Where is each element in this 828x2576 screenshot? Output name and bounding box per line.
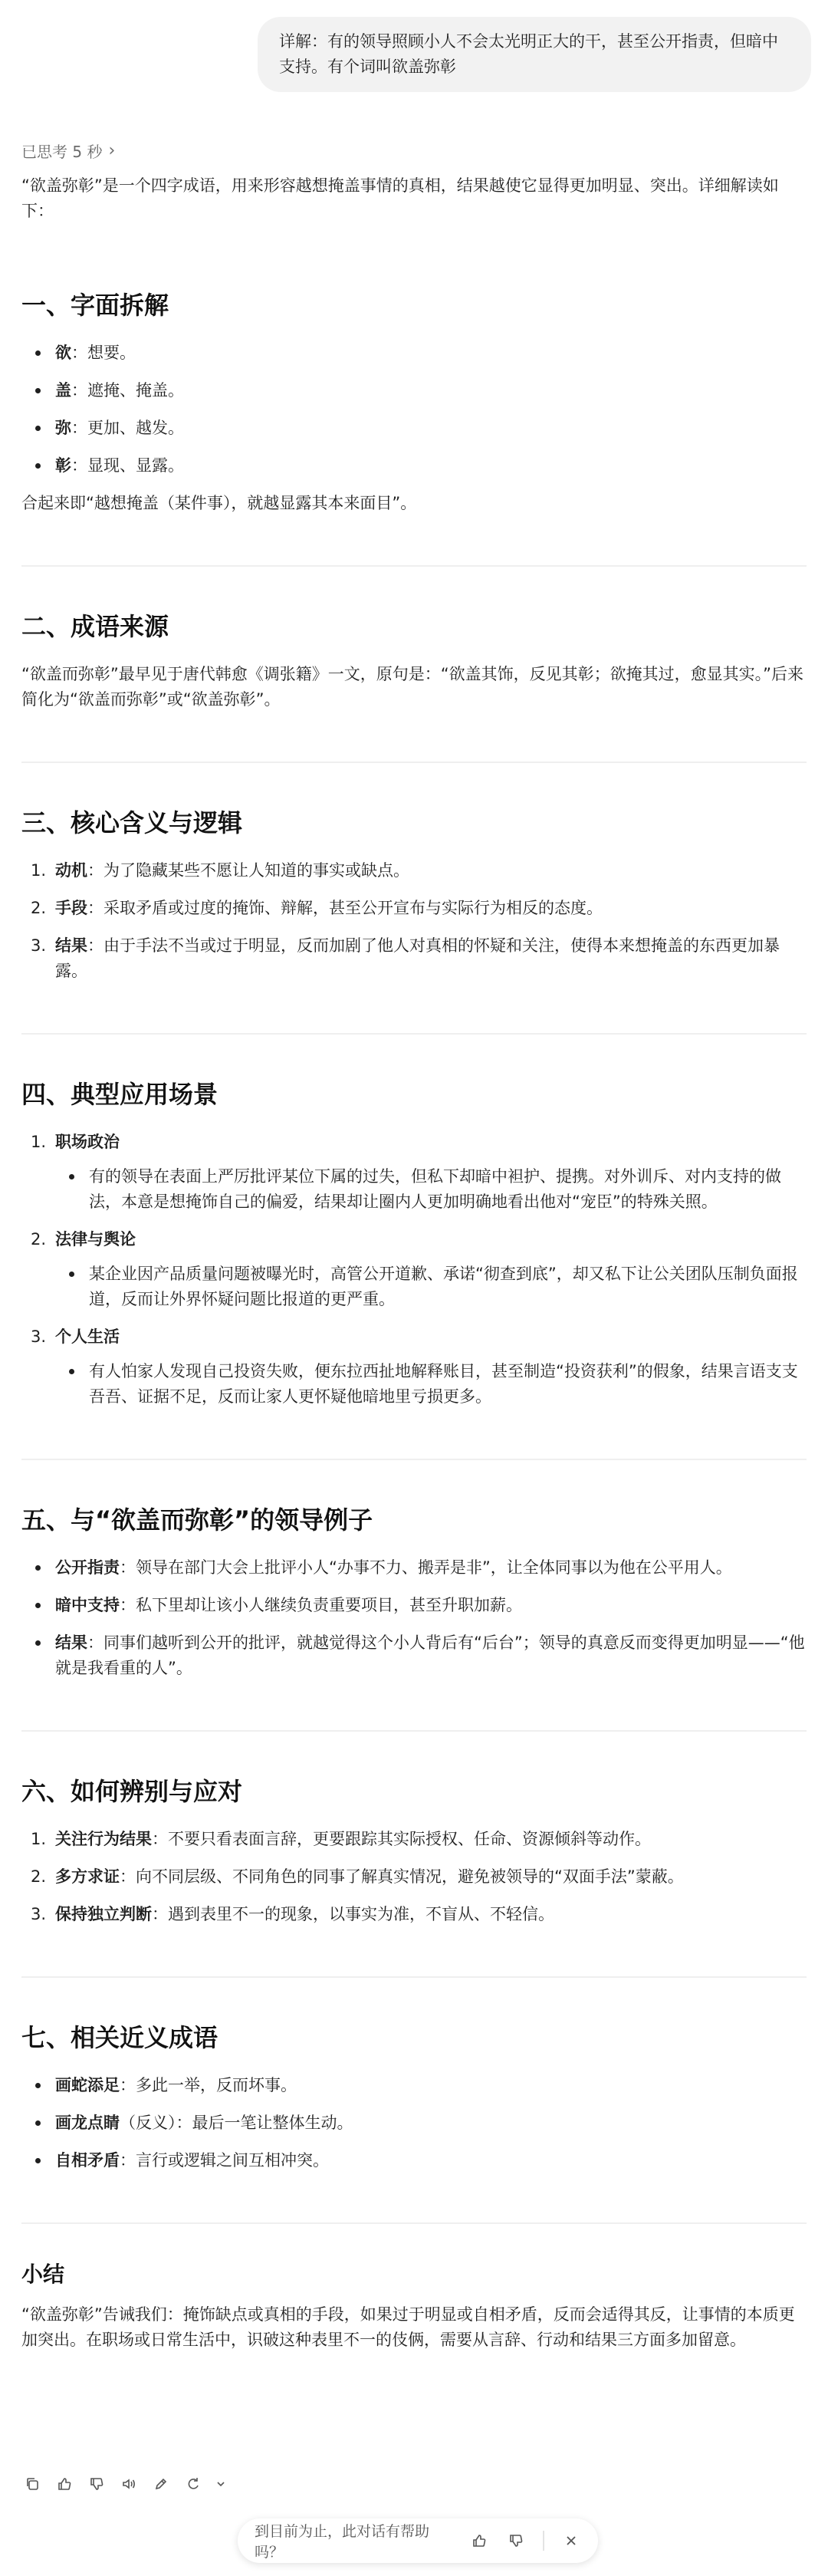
section-summary: 合起来即“越想掩盖（某件事），就越显露其本来面目”。 <box>21 494 417 512</box>
speaker-icon[interactable] <box>118 2473 140 2495</box>
section-title: 三、核心含义与逻辑 <box>21 808 243 837</box>
list-item: 有人怕家人发现自己投资失败，便东拉西扯地解释账目，甚至制造“投资获利”的假象，结果言语支支吾吾、证据不足，反而让家人更怀疑他暗地里亏损更多。 <box>55 1359 807 1410</box>
list-item: 盖：遮掩、掩盖。 <box>21 378 807 403</box>
divider <box>21 762 807 763</box>
intro-text: “欲盖弥彰”是一个四字成语，用来形容越想掩盖事情的真相，结果越使它显得更加明显、突出。详细解读如下： <box>21 176 779 220</box>
thumbs-up-icon[interactable] <box>469 2531 489 2551</box>
feedback-bar <box>238 2518 598 2563</box>
section-title: 一、字面拆解 <box>21 291 169 320</box>
bullet-list <box>21 2073 807 2173</box>
list-item: 1. 关注行为结果：不要只看表面言辞，更要跟踪其实际授权、任命、资源倾斜等动作。 <box>31 1830 651 1848</box>
section-title: 二、成语来源 <box>21 612 169 641</box>
thumbs-down-icon[interactable] <box>86 2473 107 2495</box>
list-item: 画蛇添足：多此一举，反而坏事。 <box>21 2073 807 2098</box>
user-message-text: 详解：有的领导照顾小人不会太光明正大的干，甚至公开指责，但暗中支持。有个词叫欲盖弥彰 <box>279 32 778 76</box>
list-item: 2. 手段：采取矛盾或过度的掩饰、辩解，甚至公开宣布与实际行为相反的态度。 <box>31 899 603 917</box>
list-item: 2. 多方求证：向不同层级、不同角色的同事了解真实情况，避免被领导的“双面手法”蒙蔽。 <box>31 1867 684 1886</box>
section-title: 七、相关近义成语 <box>21 2023 219 2052</box>
list-item: 弥：更加、越发。 <box>21 416 807 441</box>
bullet-list <box>21 341 807 479</box>
thought-label: 已思考 5 秒 <box>21 143 103 161</box>
chevron-down-icon[interactable] <box>215 2473 227 2495</box>
list-item: 1. 动机：为了隐藏某些不愿让人知道的事实或缺点。 <box>31 861 409 880</box>
divider <box>21 565 807 567</box>
summary-title: 小结 <box>21 2262 65 2287</box>
section-title: 六、如何辨别与应对 <box>21 1777 243 1806</box>
numbered-list <box>21 858 807 984</box>
divider <box>21 1033 807 1035</box>
bullet-list <box>21 1555 807 1681</box>
list-item: 2. 法律与舆论 某企业因产品质量问题被曝光时，高管公开道歉、承诺“彻查到底”，却又私下让公关团队压制负面报道，反而让外界怀疑问题比报道的更严重。 <box>21 1227 807 1312</box>
list-item: 暗中支持：私下里却让该小人继续负责重要项目，甚至升职加薪。 <box>21 1593 807 1618</box>
thumbs-down-icon[interactable] <box>506 2531 526 2551</box>
copy-icon[interactable] <box>21 2473 43 2495</box>
numbered-list <box>21 1827 807 1927</box>
summary-text: “欲盖弥彰”告诫我们：掩饰缺点或真相的手段，如果过于明显或自相矛盾，反而会适得其反，让事情的本质更加突出。在职场或日常生活中，识破这种表里不一的伎俩，需要从言辞、行动和结果三方面多加留意。 <box>21 2305 795 2349</box>
list-item: 公开指责：领导在部门大会上批评小人“办事不力、搬弄是非”，让全体同事以为他在公平用人。 <box>21 1555 807 1581</box>
list-item: 彰：显现、显露。 <box>21 453 807 479</box>
user-message-bubble <box>258 17 811 92</box>
section-text: “欲盖而弥彰”最早见于唐代韩愈《调张籍》一文，原句是：“欲盖其饰，反见其彰；欲掩其过，愈显其实。”后来简化为“欲盖而弥彰”或“欲盖弥彰”。 <box>21 665 804 709</box>
chevron-right-icon: › <box>108 141 116 160</box>
list-item: 有的领导在表面上严厉批评某位下属的过失，但私下却暗中袒护、提携。对外训斥、对内支持的做法，本意是想掩饰自己的偏爱，结果却让圈内人更加明确地看出他对“宠臣”的特殊关照。 <box>55 1164 807 1215</box>
list-item: 结果：同事们越听到公开的批评，就越觉得这个小人背后有“后台”；领导的真意反而变得更加明显——“他就是我看重的人”。 <box>21 1630 807 1681</box>
list-item: 1. 职场政治 有的领导在表面上严厉批评某位下属的过失，但私下却暗中袒护、提携。对外训斥、对内支持的做法，本意是想掩饰自己的偏爱，结果却让圈内人更加明确地看出他对“宠臣”的特殊关照。 <box>21 1130 807 1215</box>
thumbs-up-icon[interactable] <box>54 2473 75 2495</box>
numbered-list <box>21 1130 807 1410</box>
list-item: 3. 结果：由于手法不当或过于明显，反而加剧了他人对真相的怀疑和关注，使得本来想掩盖的东西更加暴露。 <box>31 936 780 980</box>
list-item: 3. 个人生活 有人怕家人发现自己投资失败，便东拉西扯地解释账目，甚至制造“投资获利”的假象，结果言语支支吾吾、证据不足，反而让家人更怀疑他暗地里亏损更多。 <box>21 1324 807 1410</box>
regenerate-icon[interactable] <box>182 2473 204 2495</box>
list-item: 3. 保持独立判断：遇到表里不一的现象，以事实为准，不盲从、不轻信。 <box>31 1905 554 1923</box>
section-title: 五、与“欲盖而弥彰”的领导例子 <box>21 1505 373 1535</box>
divider <box>21 1459 807 1460</box>
section-title: 四、典型应用场景 <box>21 1080 219 1109</box>
list-item: 画龙点睛（反义）：最后一笔让整体生动。 <box>21 2110 807 2136</box>
edit-icon[interactable] <box>150 2473 172 2495</box>
assistant-response <box>21 173 807 2353</box>
list-item: 某企业因产品质量问题被曝光时，高管公开道歉、承诺“彻查到底”，却又私下让公关团队压制负面报道，反而让外界怀疑问题比报道的更严重。 <box>55 1262 807 1312</box>
divider <box>543 2531 544 2551</box>
list-item: 自相矛盾：言行或逻辑之间互相冲突。 <box>21 2148 807 2173</box>
thought-toggle[interactable] <box>21 140 115 162</box>
message-actions <box>21 2473 227 2495</box>
list-item: 欲：想要。 <box>21 341 807 366</box>
close-icon[interactable] <box>561 2531 581 2551</box>
feedback-prompt: 到目前为止，此对话有帮助吗？ <box>255 2523 430 2561</box>
divider <box>21 1730 807 1732</box>
divider <box>21 1976 807 1978</box>
divider <box>21 2222 807 2224</box>
